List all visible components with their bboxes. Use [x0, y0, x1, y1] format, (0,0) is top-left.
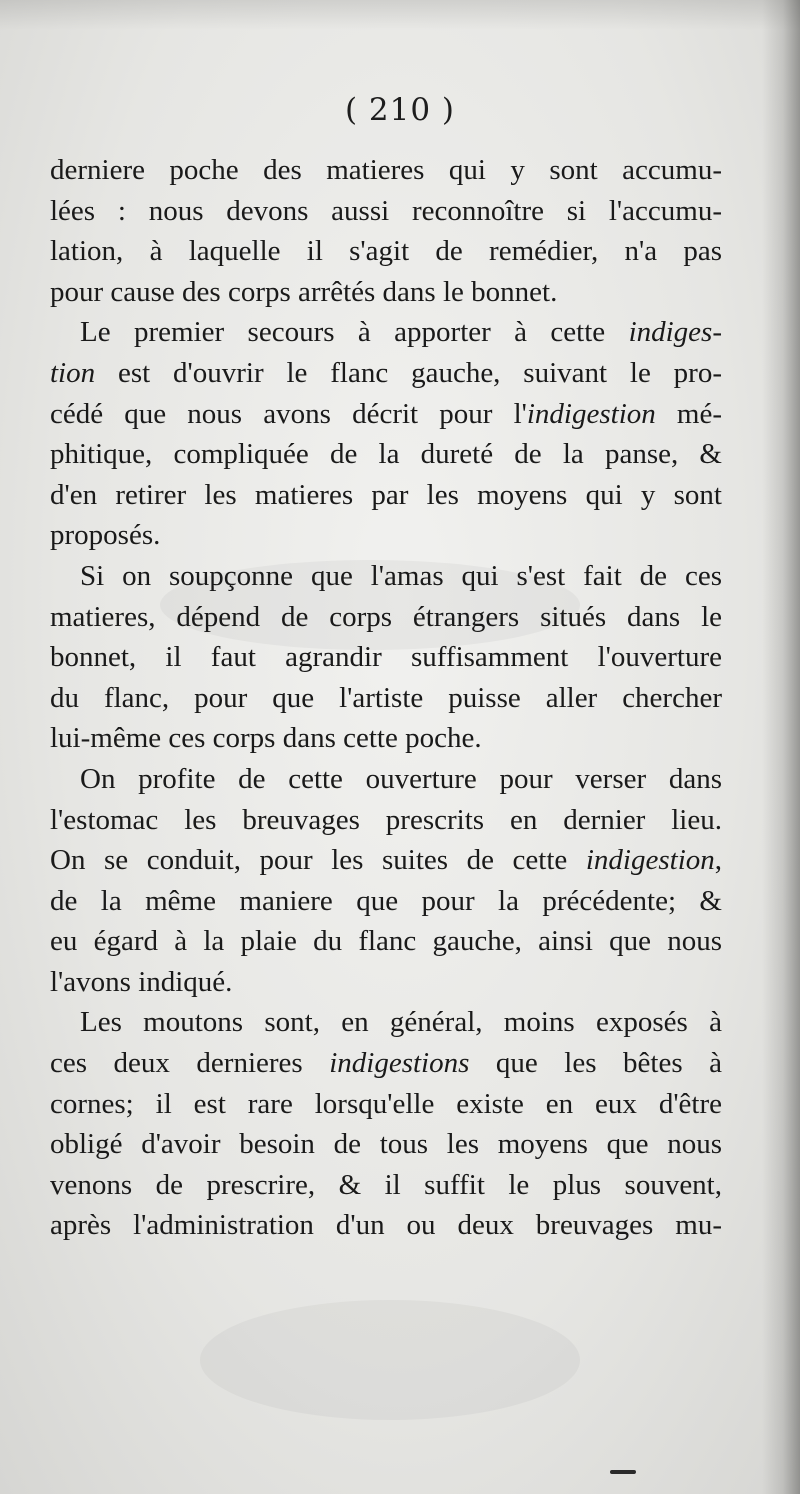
text-line: On se conduit, pour les suites de cette indigestion, [50, 844, 722, 877]
italic-term: indigestion [526, 397, 656, 430]
italic-term: indigestions [329, 1047, 470, 1080]
text-line: Si on soupçonne que l'amas qui s'est fait de ces [80, 559, 722, 592]
text-line: proposés. [50, 519, 161, 552]
ink-mark [610, 1470, 636, 1474]
text-line: cornes; il est rare lorsqu'elle existe en eux d'être [50, 1087, 722, 1120]
text-line: après l'administration d'un ou deux breuvages mu- [50, 1209, 722, 1242]
text-line: phitique, compliquée de la dureté de la panse, & [50, 438, 722, 471]
text-line: eu égard à la plaie du flanc gauche, ainsi que nous [50, 925, 722, 958]
text-line: de la même maniere que pour la précédente; & [50, 884, 722, 917]
body-text [50, 150, 722, 1246]
page-number: ( 210 ) [344, 92, 456, 128]
text-line: On profite de cette ouverture pour verser dans [80, 762, 722, 795]
text-line: lui-même ces corps dans cette poche. [50, 722, 482, 755]
text-line: obligé d'avoir besoin de tous les moyens que nous [50, 1128, 722, 1161]
text-line: Les moutons sont, en général, moins exposés à [80, 1006, 722, 1039]
page-gutter-shadow [762, 0, 800, 1494]
text-line: matieres, dépend de corps étrangers situés dans le [50, 600, 722, 633]
text-line: lées : nous devons aussi reconnoître si l'accumu- [50, 194, 722, 227]
text-line: lation, à laquelle il s'agit de remédier, n'a pas [50, 235, 722, 268]
page-top-shadow [0, 0, 800, 30]
text-line: d'en retirer les matieres par les moyens qui y sont [50, 478, 722, 511]
italic-term: indigestion [585, 844, 715, 877]
italic-term: indiges- [628, 316, 722, 349]
text-line: bonnet, il faut agrandir suffisamment l'ouverture [50, 641, 722, 674]
text-line: ces deux dernieres indigestions que les bêtes à [50, 1047, 722, 1080]
show-through-smudge [200, 1300, 580, 1420]
text-line: l'avons indiqué. [50, 965, 233, 998]
text-line: l'estomac les breuvages prescrits en dernier lieu. [50, 803, 722, 836]
text-line: derniere poche des matieres qui y sont accumu- [50, 154, 722, 186]
text-line: Le premier secours à apporter à cette indiges- [80, 316, 722, 349]
italic-term: tion [50, 356, 96, 389]
text-line: pour cause des corps arrêtés dans le bonnet. [50, 275, 558, 308]
text-line: tion est d'ouvrir le flanc gauche, suivant le pro- [50, 356, 722, 389]
text-line: du flanc, pour que l'artiste puisse aller chercher [50, 681, 722, 714]
text-line: venons de prescrire, & il suffit le plus souvent, [50, 1168, 722, 1201]
text-line: cédé que nous avons décrit pour l'indigestion mé- [50, 397, 722, 430]
